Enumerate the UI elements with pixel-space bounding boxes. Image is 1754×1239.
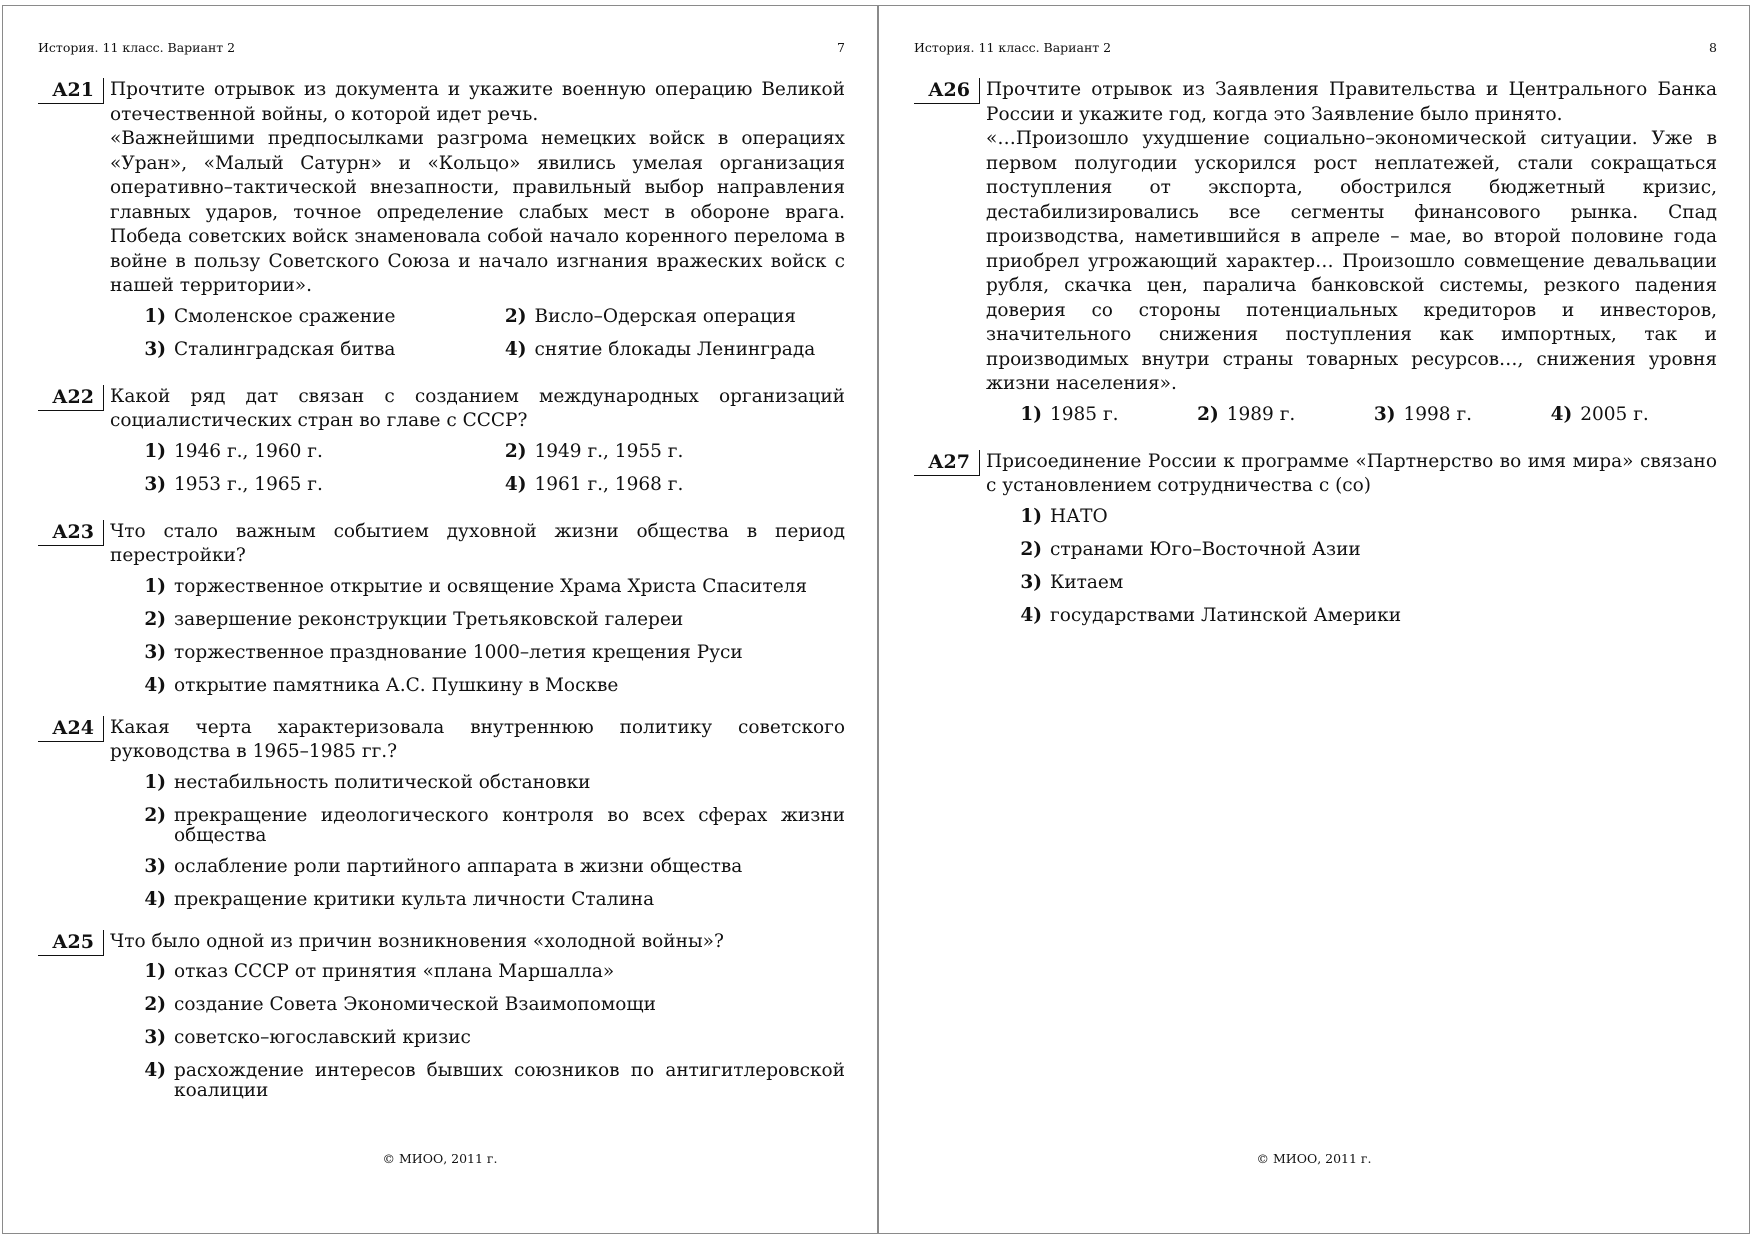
answer-number: 1) <box>1020 505 1042 527</box>
question-text: Какая черта характеризовала внутреннюю политику советского руководства в 1965–1985 гг.? <box>110 716 845 762</box>
answer-option-4[interactable] <box>1010 604 1717 628</box>
answer-text: открытие памятника А.С. Пушкину в Москве <box>174 674 619 696</box>
answer-number: 4) <box>504 473 527 495</box>
answer-number: 3) <box>144 1027 166 1048</box>
answer-text: завершение реконструкции Третьяковской галереи <box>174 608 684 630</box>
question-a23 <box>38 520 845 702</box>
question-text: Какой ряд дат связан с созданием международных организаций социалистических стран во главе с СССР? <box>110 385 845 431</box>
answer-options <box>110 575 845 698</box>
answer-text: ослабление роли партийного аппарата в жизни общества <box>174 855 743 877</box>
answer-option-1[interactable] <box>134 440 485 464</box>
answer-number: 2) <box>504 440 527 462</box>
answer-number: 1) <box>144 305 166 327</box>
answer-option-4[interactable] <box>495 338 846 362</box>
answer-text: государствами Латинской Америки <box>1050 604 1402 626</box>
answer-text: Китаем <box>1050 571 1124 593</box>
answer-text: 1989 г. <box>1226 403 1296 425</box>
answer-text: советско–югославский кризис <box>174 1027 471 1048</box>
answer-text: отказ СССР от принятия «плана Маршалла» <box>174 961 615 982</box>
answer-option-4[interactable] <box>134 1059 845 1101</box>
answer-number: 2) <box>504 305 527 327</box>
answer-options <box>110 305 845 371</box>
answer-text: создание Совета Экономической Взаимопомощи <box>174 994 656 1015</box>
questions-list <box>38 78 845 1119</box>
answer-option-3[interactable] <box>134 641 845 665</box>
answer-option-1[interactable] <box>134 305 485 329</box>
answer-option-2[interactable] <box>134 804 845 846</box>
question-a22 <box>38 385 845 506</box>
answer-text: Висло–Одерская операция <box>534 305 796 327</box>
answer-text: торжественное празднование 1000–летия крещения Руси <box>174 641 743 663</box>
answer-number: 4) <box>1020 604 1042 626</box>
answer-text: 1985 г. <box>1050 403 1119 425</box>
header-title: История. 11 класс. Вариант 2 <box>38 40 236 55</box>
answer-option-1[interactable] <box>134 960 845 984</box>
answer-options <box>110 960 845 1101</box>
answer-option-1[interactable] <box>1010 403 1187 427</box>
answer-text: 1946 г., 1960 г. <box>174 440 323 462</box>
answer-option-3[interactable] <box>134 1026 845 1050</box>
question-number: А25 <box>38 930 104 956</box>
question-text: Прочтите отрывок из документа и укажите военную операцию Великой отечественной войны, о которой идет речь. <box>110 79 845 125</box>
answer-number: 3) <box>144 855 166 877</box>
answer-option-3[interactable] <box>1364 403 1541 427</box>
question-body <box>986 450 1717 632</box>
page-7 <box>2 5 878 1234</box>
answer-text: 1949 г., 1955 г. <box>534 440 684 462</box>
answer-text: Сталинградская битва <box>174 338 396 360</box>
question-number: А24 <box>38 716 104 742</box>
question-a25 <box>38 930 845 1106</box>
answer-text: 1961 г., 1968 г. <box>534 473 684 495</box>
answer-text: торжественное открытие и освящение Храма Христа Спасителя <box>174 575 808 597</box>
answer-number: 2) <box>144 608 166 630</box>
question-a24 <box>38 716 845 916</box>
answer-option-3[interactable] <box>134 338 485 362</box>
answer-number: 4) <box>144 1060 166 1081</box>
question-number: А21 <box>38 78 104 104</box>
answer-option-3[interactable] <box>134 473 485 497</box>
answer-options <box>110 440 845 506</box>
page-number: 7 <box>837 40 845 55</box>
question-body <box>110 930 845 1106</box>
answer-number: 3) <box>1373 403 1396 425</box>
answer-option-1[interactable] <box>134 771 845 795</box>
page-8 <box>878 5 1750 1234</box>
answer-option-1[interactable] <box>1010 505 1717 529</box>
question-body <box>986 78 1717 436</box>
question-text: Что было одной из причин возникновения «холодной войны»? <box>110 930 724 952</box>
answer-number: 3) <box>144 641 166 663</box>
answer-number: 4) <box>144 674 166 696</box>
page-footer: © МИОО, 2011 г. <box>382 1151 498 1166</box>
answer-option-2[interactable] <box>134 608 845 632</box>
answer-option-2[interactable] <box>495 440 846 464</box>
answer-number: 4) <box>504 338 527 360</box>
page-number: 8 <box>1709 40 1717 55</box>
answer-number: 1) <box>144 961 166 982</box>
answer-number: 2) <box>144 804 166 826</box>
answer-text: НАТО <box>1050 505 1108 527</box>
answer-text: 2005 г. <box>1580 403 1649 425</box>
answer-number: 2) <box>1020 538 1042 560</box>
answer-number: 3) <box>144 338 166 360</box>
answer-number: 1) <box>144 575 166 597</box>
answer-number: 1) <box>144 771 166 793</box>
answer-options <box>986 403 1717 436</box>
answer-option-4[interactable] <box>495 473 846 497</box>
question-text: Прочтите отрывок из Заявления Правительства и Центрального Банка России и укажите год, когда это Заявление было принято. <box>986 79 1717 125</box>
page-header <box>914 40 1717 55</box>
document-quote: «Важнейшими предпосылками разгрома немецких войск в операциях «Уран», «Малый Сатурн» и «Кольцо» явились умелая организация оперативно–тактической внезапности, правильный выбор направления главных ударов, точное определение слабых мест в обороне врага. Победа советских войск знаменовала собой начало коренного перелома в войне в пользу Советского Союза и начало изгнания вражеских войск с нашей территории». <box>110 128 845 296</box>
answer-text: прекращение критики культа личности Сталина <box>174 888 655 910</box>
answer-option-4[interactable] <box>134 674 845 698</box>
page-footer: © МИОО, 2011 г. <box>1256 1151 1372 1166</box>
answer-option-3[interactable] <box>134 855 845 879</box>
answer-text: 1953 г., 1965 г. <box>174 473 323 495</box>
answer-number: 4) <box>1550 403 1573 425</box>
answer-option-2[interactable] <box>134 993 845 1017</box>
question-number: А23 <box>38 520 104 546</box>
answer-text: Смоленское сражение <box>174 305 396 327</box>
answer-text: нестабильность политической обстановки <box>174 771 591 793</box>
answer-number: 3) <box>1020 571 1042 593</box>
header-title: История. 11 класс. Вариант 2 <box>914 40 1112 55</box>
answer-text: снятие блокады Ленинграда <box>534 338 816 360</box>
question-body <box>110 716 845 916</box>
answer-option-3[interactable] <box>1010 571 1717 595</box>
question-text: Что стало важным событием духовной жизни общества в период перестройки? <box>110 520 845 566</box>
answer-number: 2) <box>1197 403 1219 425</box>
answer-number: 3) <box>144 473 166 495</box>
answer-option-2[interactable] <box>1187 403 1364 427</box>
question-body <box>110 520 845 702</box>
answer-option-2[interactable] <box>1010 538 1717 562</box>
answer-text: расхождение интересов бывших союзников по антигитлеровской коалиции <box>174 1060 845 1101</box>
questions-list <box>914 78 1717 646</box>
question-body <box>110 385 845 506</box>
answer-text: 1998 г. <box>1403 403 1473 425</box>
answer-option-2[interactable] <box>495 305 846 329</box>
question-a26 <box>914 78 1717 436</box>
answer-text: прекращение идеологического контроля во всех сферах жизни общества <box>174 804 845 846</box>
answer-text: странами Юго–Восточной Азии <box>1050 538 1361 560</box>
question-number: А22 <box>38 385 104 411</box>
page-header <box>38 40 845 55</box>
answer-number: 1) <box>1020 403 1042 425</box>
answer-option-4[interactable] <box>134 888 845 912</box>
question-a27 <box>914 450 1717 632</box>
question-body <box>110 78 845 371</box>
answer-option-1[interactable] <box>134 575 845 599</box>
answer-number: 4) <box>144 888 166 910</box>
question-number: А26 <box>914 78 980 104</box>
question-a21 <box>38 78 845 371</box>
answer-number: 2) <box>144 994 166 1015</box>
document-quote: «…Произошло ухудшение социально–экономической ситуации. Уже в первом полугодии ускорился рост неплатежей, стали сокращаться поступления от экспорта, обострился бюджетный кризис, дестабилизировались все сегменты финансового рынка. Спад производства, наметившийся в апреле – мае, во второй половине года приобрел угрожающий характер… Произошло совмещение девальвации рубля, скачка цен, паралича банковской системы, резкого падения доверия со стороны потенциальных кредиторов и инвесторов, значительного снижения поступления как импортных, так и производимых внутри страны товарных ресурсов…, снижения уровня жизни населения». <box>986 128 1717 394</box>
answer-number: 1) <box>144 440 166 462</box>
answer-option-4[interactable] <box>1540 403 1717 432</box>
question-number: А27 <box>914 450 980 476</box>
answer-options <box>110 771 845 912</box>
answer-options <box>986 505 1717 628</box>
question-text: Присоединение России к программе «Партнерство во имя мира» связано с установлением сотрудничества с (со) <box>986 450 1717 496</box>
